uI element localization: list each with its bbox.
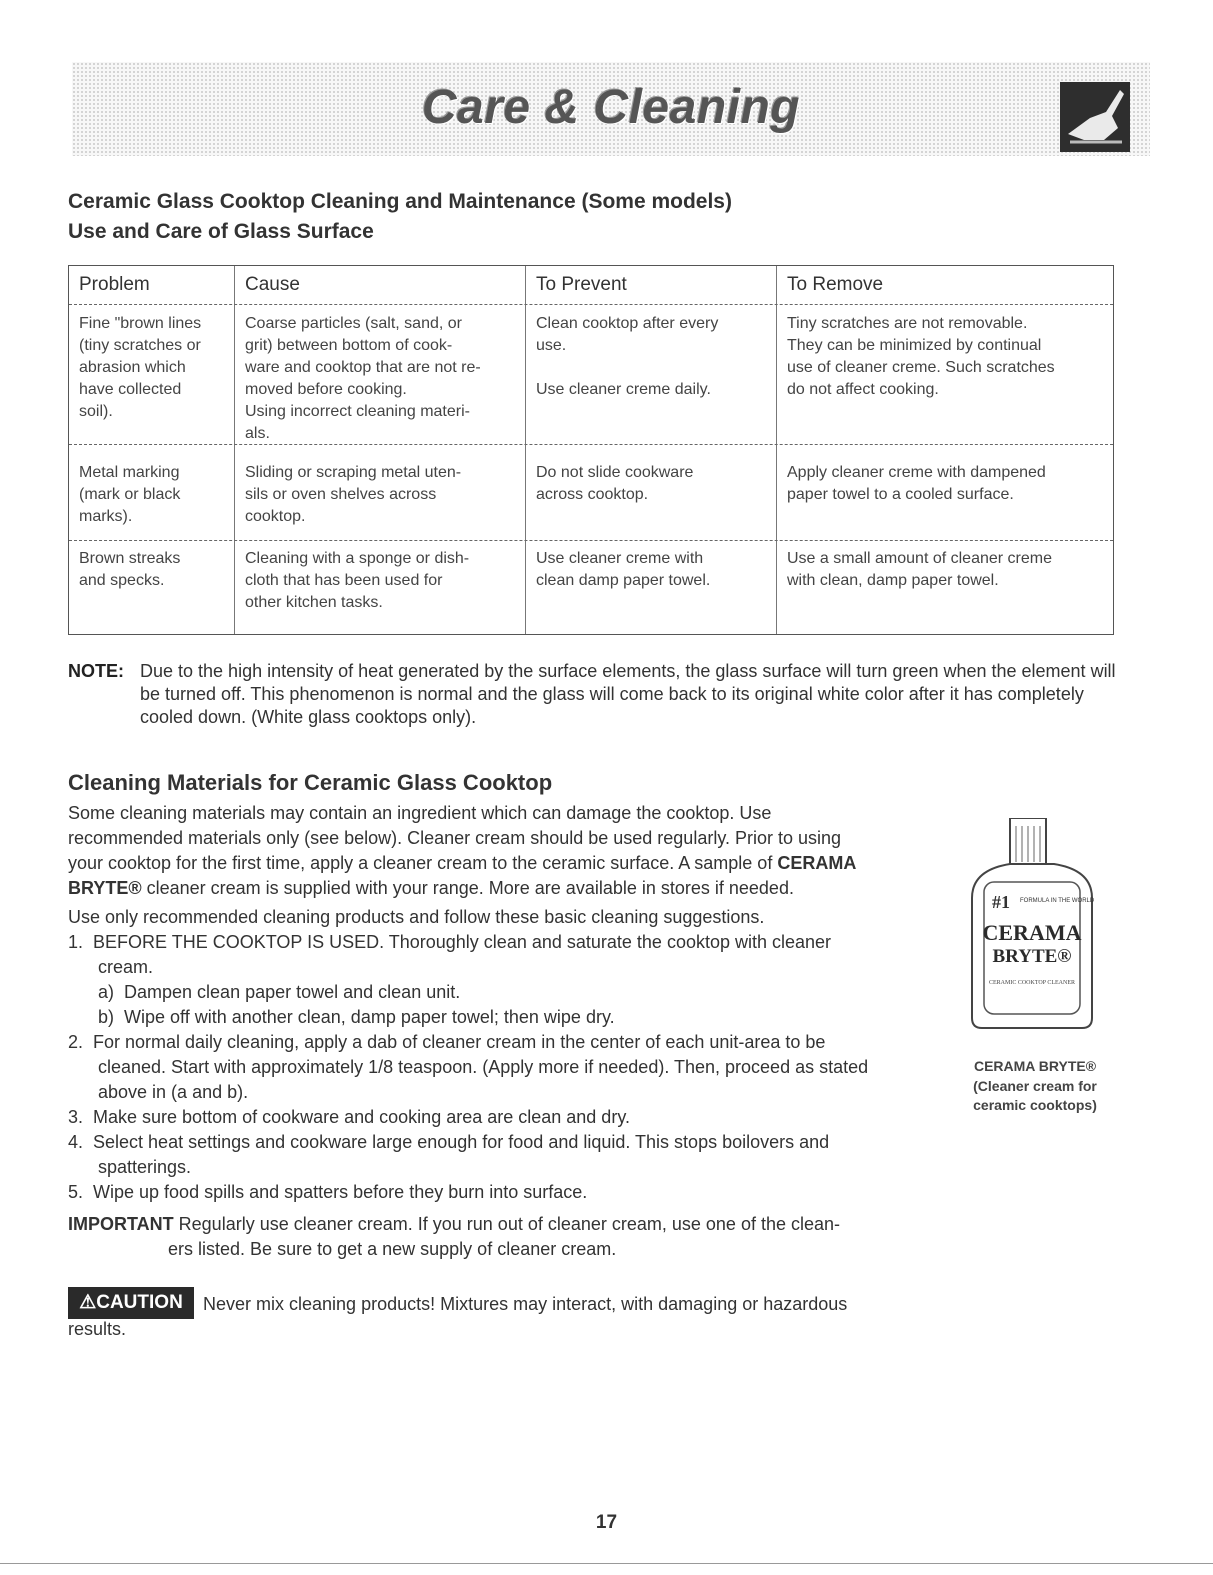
caution-badge: ⚠CAUTION	[68, 1287, 194, 1319]
section-subheading: Use and Care of Glass Surface	[68, 220, 374, 243]
important-label: IMPORTANT	[68, 1214, 174, 1234]
column-divider	[525, 266, 526, 634]
intro-text: cleaner cream is supplied with your range. More are available in stores if needed.	[141, 878, 794, 898]
cleaner-bottle-image	[968, 818, 1096, 1033]
table-cell: Cleaning with a sponge or dish- cloth that has been used for other kitchen tasks.	[245, 550, 470, 611]
table-cell: Use a small amount of cleaner creme with clean, damp paper towel.	[787, 550, 1052, 589]
brand-name: CERAMA	[777, 853, 857, 873]
table-cell: Do not slide cookware across cooktop.	[536, 464, 694, 503]
label-brand: BRYTE®	[992, 946, 1072, 967]
materials-instruction: Use only recommended cleaning products and follow these basic cleaning suggestions.	[68, 907, 765, 927]
brand-name: BRYTE®	[68, 878, 142, 898]
product-caption: (Cleaner cream for	[973, 1078, 1097, 1094]
table-cell: Clean cooktop after every use. Use cleaner creme daily.	[536, 315, 719, 398]
table-cell: Metal marking (mark or black marks).	[79, 464, 181, 525]
page-number: 17	[595, 1512, 618, 1533]
header-banner	[72, 62, 1150, 156]
cleaning-table	[68, 265, 1114, 635]
label-subtitle: CERAMIC COOKTOP CLEANER	[988, 980, 1076, 986]
column-divider	[234, 266, 235, 634]
table-cell: Apply cleaner creme with dampened paper towel to a cooled surface.	[787, 464, 1046, 503]
caution-text: Never mix cleaning products! Mixtures may interact, with damaging or hazardous results.	[68, 1294, 848, 1339]
intro-text: Some cleaning materials may contain an ingredient which can damage the cooktop. Use recommended materials only (see below). Cleaner cream should be used regularly. Prior to using your cooktop for the first time, apply a cleaner cream to the ceramic surface. A sample of	[68, 803, 842, 873]
table-header: To Remove	[787, 274, 884, 295]
product-caption: ceramic cooktops)	[973, 1097, 1097, 1113]
table-cell: Sliding or scraping metal uten- sils or oven shelves across cooktop.	[245, 464, 462, 525]
materials-heading: Cleaning Materials for Ceramic Glass Cooktop	[68, 770, 553, 795]
important-block	[68, 1212, 840, 1262]
row-divider	[69, 540, 1113, 541]
page-edge-rule	[0, 1563, 1213, 1564]
row-divider	[69, 304, 1113, 305]
table-header: To Prevent	[536, 274, 627, 295]
hand-wiping-icon	[1060, 82, 1130, 152]
column-divider	[776, 266, 777, 634]
note-block	[68, 660, 1138, 727]
label-brand: CERAMA	[982, 920, 1082, 945]
table-cell: Tiny scratches are not removable. They can be minimized by continual use of cleaner creme. Such scratches do not affect cooking.	[787, 315, 1055, 398]
table-cell: Use cleaner creme with clean damp paper towel.	[536, 550, 711, 589]
table-cell: Brown streaks and specks.	[79, 550, 181, 589]
table-header: Cause	[245, 274, 300, 295]
table-cell: Fine "brown lines (tiny scratches or abrasion which have collected soil).	[79, 315, 202, 420]
label-rank: #1	[992, 892, 1010, 912]
label-formula: FORMULA IN THE WORLD	[1020, 898, 1095, 904]
product-caption: CERAMA BRYTE®	[973, 1058, 1097, 1074]
cleaning-steps: 1. BEFORE THE COOKTOP IS USED. Thoroughly clean and saturate the cooktop with cleaner cream. a) Dampen clean paper towel and clean unit. b) Wipe off with another clean, damp paper towel; then wipe dry. 2. For normal daily cleaning, apply a dab of cleaner cream in the center of each unit-area to be cleaned. Start with approximately 1/8 teaspoon. (Apply more if needed). Then, proceed as stated above in (a and b). 3. Make sure bottom of cookware and cooking area are clean and dry. 4. Select heat settings and cookware large enough for food and liquid. This stops boilovers and spatterings. 5. Wipe up food spills and spatters before they burn into surface.	[68, 932, 869, 1202]
page-title: Care & Cleaning	[421, 81, 801, 134]
note-text: Due to the high intensity of heat generated by the surface elements, the glass surface will turn green when the element will be turned off. This phenomenon is normal and the glass will come back to its original white color after it has completely cooled down. (White glass cooktops only).	[140, 661, 1116, 727]
section-heading: Ceramic Glass Cooktop Cleaning and Maintenance (Some models)	[68, 190, 732, 213]
materials-intro	[68, 801, 928, 901]
table-header: Problem	[79, 274, 150, 295]
row-divider	[69, 444, 1113, 445]
important-text: Regularly use cleaner cream. If you run out of cleaner cream, use one of the clean- ers listed. Be sure to get a new supply of cleaner cream.	[168, 1214, 841, 1259]
note-label: NOTE:	[68, 661, 124, 681]
table-cell: Coarse particles (salt, sand, or grit) between bottom of cook- ware and cooktop that are not re- moved before cooking. Using incorrect cleaning materi- als.	[245, 315, 481, 442]
